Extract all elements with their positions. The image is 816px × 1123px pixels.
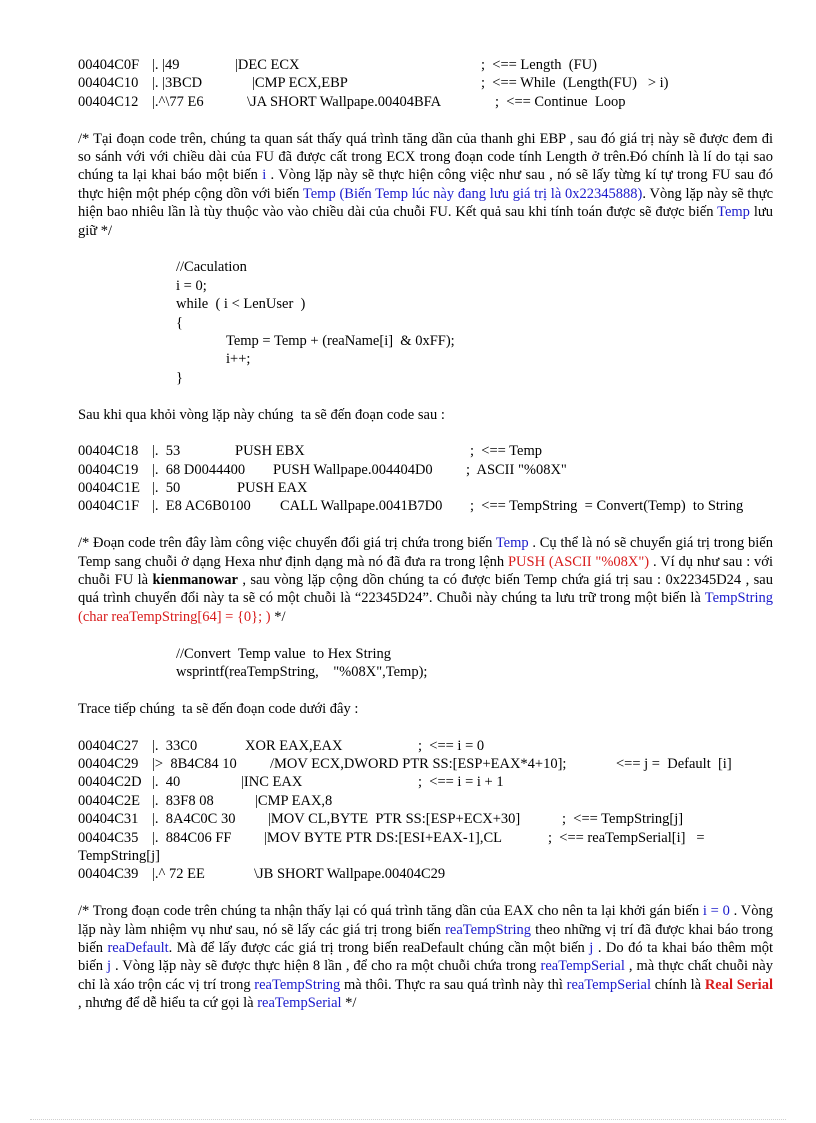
variable-reatempserial: reaTempSerial bbox=[566, 976, 651, 993]
variable-reatempstring: reaTempString bbox=[254, 976, 341, 993]
variable-i: i bbox=[262, 167, 267, 184]
code-line: { bbox=[176, 314, 183, 331]
asm-line: 00404C18 |. 53 PUSH EBX ; <== Temp bbox=[78, 443, 542, 460]
code-line: //Caculation bbox=[176, 259, 247, 276]
asm-line: 00404C2E |. 83F8 08 |CMP EAX,8 bbox=[78, 792, 333, 809]
explanation-paragraph-2: /* Đoạn code trên đây làm công việc chuyển đổi giá trị chứa trong biến Temp . Cụ thể là nó sẽ chuyển giá trị trong biến Temp sang chuỗi ở dạng Hexa như định dạng mà nó đã đưa ra trong lệnh PUSH (ASCII "%08X") . Ví dụ như sau : với chuỗi FU là kienmanowar , sau vòng lặp cộng dồn chúng ta có được biến Temp chứa giá trị sau : 0x22345D24 , sau quá trình chuyển đổi này ta sẽ có một chuỗi là “22345D24”. Chuỗi này chúng ta lưu trữ trong một biến là TempString (char reaTempString[64] = {0}; ) */ bbox=[78, 535, 773, 625]
code-line: i = 0; bbox=[176, 277, 207, 294]
page-break-divider bbox=[30, 1119, 786, 1120]
code-block-calculation bbox=[78, 258, 773, 387]
explanation-paragraph-1: /* Tại đoạn code trên, chúng ta quan sát thấy quá trình tăng dần của thanh ghi EBP , sau đó giá trị này sẽ được đem đi so sánh với với chiều dài của FU đã được cất trong ECX trong đoạn code tính Length ở trên.Đó chính là lí do tại sao chúng ta lại khai báo một biến i . Vòng lặp này sẽ thực hiện công việc như sau , nó sẽ lấy từng kí tự trong FU sau đó thực hiện một phép cộng dồn với biến Temp (Biến Temp lúc này đang lưu giá trị là 0x22345888). Vòng lặp này sẽ thực hiện bao nhiêu lần là tùy thuộc vào vào chiều dài của chuỗi FU. Kết quả sau khi tính toán được sẽ được biến Temp lưu giữ */ bbox=[78, 130, 774, 239]
variable-temp-note: Temp (Biến Temp lúc này đang lưu giá trị là 0x22345888) bbox=[302, 185, 643, 202]
asm-line: 00404C39 |.^ 72 EE \JB SHORT Wallpape.00404C29 bbox=[78, 866, 446, 883]
variable-readefault: reaDefault bbox=[107, 939, 169, 956]
code-line: Temp = Temp + (reaName[i] & 0xFF); bbox=[226, 332, 455, 349]
variable-reatempserial: reaTempSerial bbox=[540, 958, 625, 975]
asm-line: 00404C10 |. |3BCD |CMP ECX,EBP ; <== While (Length(FU) > i) bbox=[78, 75, 669, 92]
code-line: //Convert Temp value to Hex String bbox=[176, 645, 391, 662]
asm-line: 00404C0F |. |49 |DEC ECX ; <== Length (FU) bbox=[78, 57, 597, 73]
asm-line: 00404C29 |> 8B4C84 10 /MOV ECX,DWORD PTR SS:[ESP+EAX*4+10]; <== j = Default [i] bbox=[78, 756, 732, 773]
asm-line: 00404C35 |. 884C06 FF |MOV BYTE PTR DS:[ESI+EAX-1],CL ; <== reaTempSerial[i] = bbox=[78, 829, 705, 846]
variable-temp: Temp bbox=[717, 204, 750, 221]
asm-line: 00404C12 |.^\77 E6 \JA SHORT Wallpape.00404BFA ; <== Continue Loop bbox=[78, 93, 626, 110]
variable-i-init: i = 0 bbox=[702, 903, 730, 920]
text-line: Trace tiếp chúng ta sẽ đến đoạn code dưới đây : bbox=[78, 700, 359, 717]
code-line: wsprintf(reaTempString, "%08X",Temp); bbox=[176, 664, 428, 681]
asm-line: 00404C1F |. E8 AC6B0100 CALL Wallpape.0041B7D0 ; <== TempString = Convert(Temp) to String bbox=[78, 498, 744, 515]
variable-reatempserial: reaTempSerial bbox=[257, 995, 342, 1012]
variable-reatempstring: reaTempString bbox=[445, 921, 532, 938]
variable-tempstring: TempString bbox=[704, 590, 773, 607]
asm-line-wrap: TempString[j] bbox=[78, 847, 160, 864]
code-line: } bbox=[176, 369, 183, 386]
asm-block-3 bbox=[78, 737, 773, 884]
asm-line: 00404C27 |. 33C0 XOR EAX,EAX ; <== i = 0 bbox=[78, 737, 485, 754]
declaration-highlight: (char reaTempString[64] = {0}; ) bbox=[78, 608, 271, 625]
asm-line: 00404C19 |. 68 D0044400 PUSH Wallpape.004404D0 ; ASCII "%08X" bbox=[78, 461, 567, 478]
document-page bbox=[78, 56, 773, 1013]
variable-j: j bbox=[589, 939, 594, 956]
push-ascii-highlight: PUSH (ASCII "%08X") bbox=[507, 553, 650, 570]
text-line: Sau khi qua khỏi vòng lặp này chúng ta sẽ đến đoạn code sau : bbox=[78, 406, 445, 423]
variable-temp: Temp bbox=[495, 535, 529, 552]
asm-block-1 bbox=[78, 56, 773, 111]
code-line: while ( i < LenUser ) bbox=[176, 296, 306, 313]
real-serial-highlight: Real Serial bbox=[704, 976, 773, 993]
explanation-paragraph-3: /* Trong đoạn code trên chúng ta nhận thấy lại có quá trình tăng dần của EAX cho nên ta lại khởi gán biến i = 0 . Vòng lặp này làm nhiệm vụ như sau, nó sẽ lấy các giá trị trong biến reaTempString theo những vị trí đã được khai báo trong biến reaDefault. Mà để lấy được các giá trị trong biến reaDefault chúng cần một biến j . Do đó ta khai báo thêm một biến j . Vòng lặp này sẽ được thực hiện 8 lần , để cho ra một chuỗi chứa trong reaTempSerial , mà thực chất chuỗi này chỉ là xáo trộn các vị trí trong reaTempString mà thôi. Thực ra sau quá trình này thì reaTempSerial chính là Real Serial , nhưng để dễ hiểu ta cứ gọi là reaTempSerial */ bbox=[78, 903, 774, 1012]
code-line: i++; bbox=[226, 351, 251, 368]
asm-line: 00404C2D |. 40 |INC EAX ; <== i = i + 1 bbox=[78, 774, 504, 791]
asm-block-2 bbox=[78, 442, 773, 516]
variable-j: j bbox=[106, 958, 111, 975]
asm-line: 00404C1E |. 50 PUSH EAX bbox=[78, 480, 308, 497]
asm-line: 00404C31 |. 8A4C0C 30 |MOV CL,BYTE PTR SS:[ESP+ECX+30] ; <== TempString[j] bbox=[78, 811, 684, 828]
code-block-convert bbox=[78, 645, 773, 682]
example-name: kienmanowar bbox=[152, 572, 238, 589]
